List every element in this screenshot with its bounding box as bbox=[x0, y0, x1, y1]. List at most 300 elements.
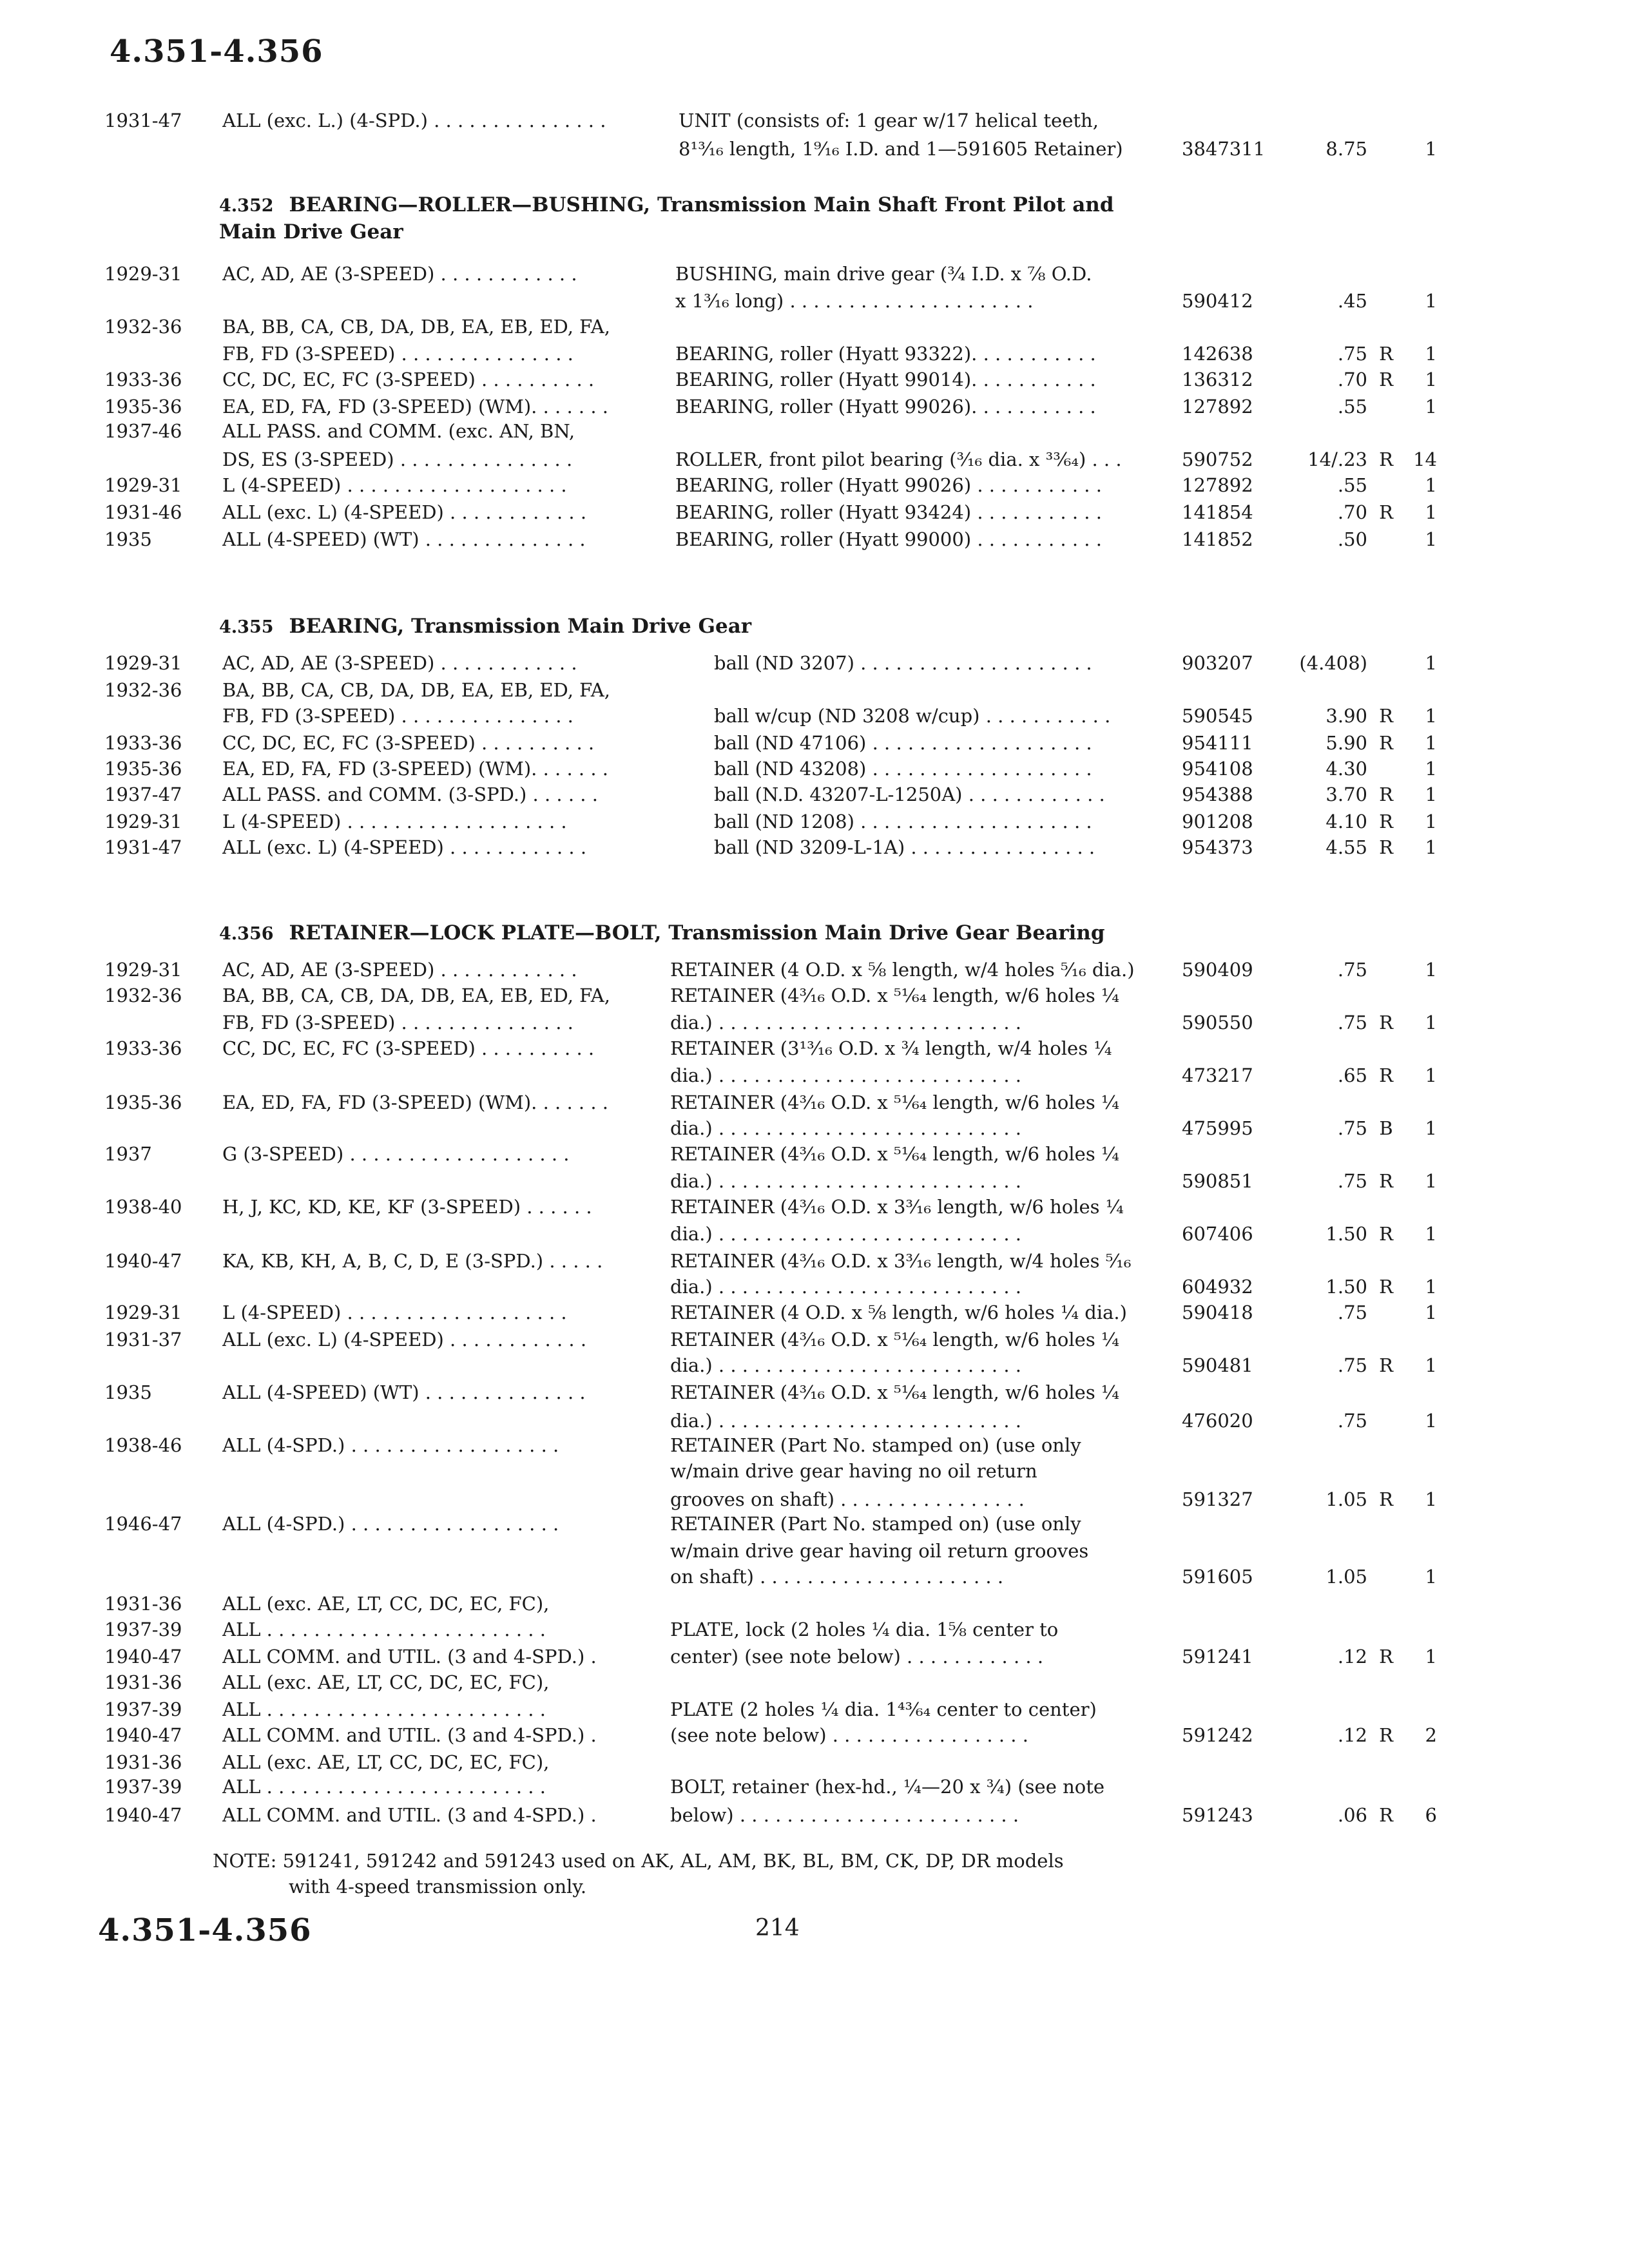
row-price: 1.05 bbox=[1325, 1488, 1367, 1510]
row-description: x 1³⁄₁₆ long) . . . . . . . . . . . . . . . . . . . . . bbox=[675, 290, 1034, 312]
row-models: ALL . . . . . . . . . . . . . . . . . . . . . . . . bbox=[222, 1619, 546, 1640]
row-years: 1931-47 bbox=[104, 110, 182, 131]
section-number: 4.355 bbox=[219, 617, 274, 637]
row-price: 14/.23 bbox=[1307, 448, 1367, 470]
row-price: .50 bbox=[1337, 528, 1367, 550]
row-description: ball (ND 1208) . . . . . . . . . . . . . . . . . . . . bbox=[714, 811, 1092, 832]
row-years: 1931-36 bbox=[104, 1593, 182, 1615]
row-years: 1931-36 bbox=[104, 1671, 182, 1693]
row-part-number: 590409 bbox=[1182, 959, 1253, 981]
row-years: 1937-39 bbox=[104, 1619, 182, 1640]
row-part-number: 590550 bbox=[1182, 1012, 1253, 1033]
parts-row bbox=[0, 1698, 1547, 1724]
row-quantity: 1 bbox=[1425, 1646, 1437, 1667]
row-models: AC, AD, AE (3-SPEED) . . . . . . . . . . . . bbox=[222, 263, 577, 285]
row-code: R bbox=[1379, 369, 1393, 390]
row-quantity: 1 bbox=[1425, 1276, 1437, 1298]
row-quantity: 1 bbox=[1425, 1170, 1437, 1192]
parts-row bbox=[0, 448, 1547, 474]
parts-row bbox=[0, 1117, 1547, 1143]
parts-row bbox=[0, 959, 1547, 985]
row-models: ALL (4-SPEED) (WT) . . . . . . . . . . . . . . bbox=[222, 1381, 586, 1403]
row-price: 1.50 bbox=[1325, 1223, 1367, 1245]
row-price: .75 bbox=[1337, 1170, 1367, 1192]
row-description: 8¹³⁄₁₆ length, 1⁹⁄₁₆ I.D. and 1—591605 Retainer) bbox=[679, 138, 1123, 160]
row-part-number: 590412 bbox=[1182, 290, 1253, 312]
row-models: G (3-SPEED) . . . . . . . . . . . . . . . . . . . bbox=[222, 1143, 570, 1165]
row-years: 1935-36 bbox=[104, 1091, 182, 1113]
row-years: 1935 bbox=[104, 1381, 152, 1403]
footnote-line-1: NOTE: 591241, 591242 and 591243 used on AK, AL, AM, BK, BL, BM, CK, DP, DR models bbox=[213, 1850, 1064, 1872]
row-price: .12 bbox=[1337, 1724, 1367, 1746]
row-code: R bbox=[1379, 811, 1393, 832]
row-description: RETAINER (Part No. stamped on) (use only bbox=[670, 1434, 1081, 1456]
parts-row bbox=[0, 1724, 1547, 1750]
row-description: UNIT (consists of: 1 gear w/17 helical teeth, bbox=[679, 110, 1099, 131]
row-part-number: 591241 bbox=[1182, 1646, 1253, 1667]
parts-row bbox=[0, 1091, 1547, 1117]
row-part-number: 954108 bbox=[1182, 758, 1253, 780]
row-price: .65 bbox=[1337, 1064, 1367, 1086]
row-description: RETAINER (4 O.D. x ⅝ length, w/6 holes ¼ dia.) bbox=[670, 1302, 1127, 1323]
row-quantity: 1 bbox=[1425, 1566, 1437, 1588]
row-description: ball (N.D. 43207-L-1250A) . . . . . . . . . . . . bbox=[714, 783, 1105, 805]
row-description: dia.) . . . . . . . . . . . . . . . . . . . . . . . . . . bbox=[670, 1170, 1022, 1192]
row-years: 1929-31 bbox=[104, 652, 182, 674]
row-quantity: 1 bbox=[1425, 811, 1437, 832]
row-description: RETAINER (4³⁄₁₆ O.D. x ⁵¹⁄₆₄ length, w/6 holes ¼ bbox=[670, 1143, 1120, 1165]
parts-row bbox=[0, 290, 1547, 316]
row-description: RETAINER (4 O.D. x ⅝ length, w/4 holes ⁵⁄₁₆ dia.) bbox=[670, 959, 1135, 981]
row-quantity: 1 bbox=[1425, 396, 1437, 418]
row-code: R bbox=[1379, 783, 1393, 805]
row-years: 1931-36 bbox=[104, 1751, 182, 1773]
parts-row bbox=[0, 1302, 1547, 1327]
row-price: 4.30 bbox=[1325, 758, 1367, 780]
row-quantity: 1 bbox=[1425, 474, 1437, 496]
parts-row bbox=[0, 985, 1547, 1010]
footnote-line-2: with 4-speed transmission only. bbox=[289, 1876, 587, 1898]
row-description: BOLT, retainer (hex-hd., ¼—20 x ¾) (see note bbox=[670, 1776, 1105, 1798]
row-description: RETAINER (4³⁄₁₆ O.D. x ⁵¹⁄₆₄ length, w/6 holes ¼ bbox=[670, 985, 1120, 1006]
row-years: 1933-36 bbox=[104, 1037, 182, 1059]
row-models: ALL . . . . . . . . . . . . . . . . . . . . . . . . bbox=[222, 1776, 546, 1798]
row-years: 1935-36 bbox=[104, 396, 182, 418]
row-quantity: 1 bbox=[1425, 1488, 1437, 1510]
row-description: dia.) . . . . . . . . . . . . . . . . . . . . . . . . . . bbox=[670, 1223, 1022, 1245]
row-price: .75 bbox=[1337, 1354, 1367, 1376]
parts-row bbox=[0, 1170, 1547, 1196]
row-part-number: 136312 bbox=[1182, 369, 1253, 390]
row-code: R bbox=[1379, 732, 1393, 754]
row-models: FB, FD (3-SPEED) . . . . . . . . . . . . . . . bbox=[222, 1012, 574, 1033]
row-description: RETAINER (3¹³⁄₁₆ O.D. x ¾ length, w/4 holes ¼ bbox=[670, 1037, 1112, 1059]
row-price: 4.10 bbox=[1325, 811, 1367, 832]
section-number: 4.352 bbox=[219, 196, 274, 216]
row-models: ALL COMM. and UTIL. (3 and 4-SPD.) . bbox=[222, 1804, 597, 1826]
row-models: BA, BB, CA, CB, DA, DB, EA, EB, ED, FA, bbox=[222, 316, 610, 338]
parts-row bbox=[0, 1143, 1547, 1169]
row-price: (4.408) bbox=[1299, 652, 1367, 674]
row-code: R bbox=[1379, 1064, 1393, 1086]
row-years: 1929-31 bbox=[104, 811, 182, 832]
row-part-number: 476020 bbox=[1182, 1410, 1253, 1432]
parts-row bbox=[0, 396, 1547, 421]
row-years: 1940-47 bbox=[104, 1250, 182, 1272]
row-description: ball (ND 3209-L-1A) . . . . . . . . . . . . . . . . bbox=[714, 836, 1095, 858]
row-models: L (4-SPEED) . . . . . . . . . . . . . . . . . . . bbox=[222, 474, 567, 496]
parts-row bbox=[0, 679, 1547, 705]
row-price: 1.05 bbox=[1325, 1566, 1367, 1588]
row-description: center) (see note below) . . . . . . . . . . . . bbox=[670, 1646, 1044, 1667]
row-models: ALL (4-SPD.) . . . . . . . . . . . . . . . . . . bbox=[222, 1513, 559, 1535]
row-price: 3.90 bbox=[1325, 705, 1367, 727]
row-part-number: 954373 bbox=[1182, 836, 1253, 858]
parts-row bbox=[0, 1646, 1547, 1671]
row-quantity: 1 bbox=[1425, 959, 1437, 981]
row-years: 1931-37 bbox=[104, 1329, 182, 1350]
row-models: CC, DC, EC, FC (3-SPEED) . . . . . . . . . . bbox=[222, 1037, 595, 1059]
section-title: BEARING, Transmission Main Drive Gear bbox=[289, 615, 752, 638]
row-part-number: 591242 bbox=[1182, 1724, 1253, 1746]
row-description: BEARING, roller (Hyatt 99000) . . . . . . . . . . . bbox=[675, 528, 1102, 550]
row-models: ALL PASS. and COMM. (3-SPD.) . . . . . . bbox=[222, 783, 598, 805]
parts-row bbox=[0, 836, 1547, 862]
row-price: .70 bbox=[1337, 369, 1367, 390]
row-code: R bbox=[1379, 1276, 1393, 1298]
parts-row bbox=[0, 1776, 1547, 1802]
row-price: .55 bbox=[1337, 396, 1367, 418]
parts-row bbox=[0, 369, 1547, 394]
parts-row bbox=[0, 1064, 1547, 1090]
row-models: EA, ED, FA, FD (3-SPEED) (WM). . . . . . . bbox=[222, 1091, 608, 1113]
row-years: 1938-40 bbox=[104, 1196, 182, 1218]
row-models: DS, ES (3-SPEED) . . . . . . . . . . . . . . . bbox=[222, 448, 573, 470]
row-code: R bbox=[1379, 1724, 1393, 1746]
row-description: dia.) . . . . . . . . . . . . . . . . . . . . . . . . . . bbox=[670, 1410, 1022, 1432]
row-description: BEARING, roller (Hyatt 99014). . . . . . . . . . . bbox=[675, 369, 1096, 390]
row-years: 1933-36 bbox=[104, 732, 182, 754]
parts-row bbox=[0, 732, 1547, 758]
row-price: .75 bbox=[1337, 1410, 1367, 1432]
parts-row bbox=[0, 652, 1547, 678]
row-models: ALL (exc. AE, LT, CC, DC, EC, FC), bbox=[222, 1593, 550, 1615]
row-models: KA, KB, KH, A, B, C, D, E (3-SPD.) . . . . . bbox=[222, 1250, 603, 1272]
row-code: R bbox=[1379, 448, 1393, 470]
row-part-number: 591243 bbox=[1182, 1804, 1253, 1826]
row-part-number: 590481 bbox=[1182, 1354, 1253, 1376]
row-quantity: 1 bbox=[1425, 1117, 1437, 1139]
row-price: 8.75 bbox=[1325, 138, 1367, 160]
row-part-number: 591605 bbox=[1182, 1566, 1253, 1588]
page-footer-range: 4.351-4.356 bbox=[98, 1912, 312, 1948]
row-description: dia.) . . . . . . . . . . . . . . . . . . . . . . . . . . bbox=[670, 1012, 1022, 1033]
row-description: w/main drive gear having no oil return bbox=[670, 1460, 1037, 1482]
row-years: 1937-39 bbox=[104, 1776, 182, 1798]
row-code: R bbox=[1379, 1223, 1393, 1245]
row-models: L (4-SPEED) . . . . . . . . . . . . . . . . . . . bbox=[222, 811, 567, 832]
parts-row bbox=[0, 1329, 1547, 1354]
row-description: ball (ND 47106) . . . . . . . . . . . . . . . . . . . bbox=[714, 732, 1092, 754]
row-price: .75 bbox=[1337, 959, 1367, 981]
row-part-number: 591327 bbox=[1182, 1488, 1253, 1510]
parts-row bbox=[0, 1037, 1547, 1063]
parts-row bbox=[0, 1751, 1547, 1777]
row-description: (see note below) . . . . . . . . . . . . . . . . . bbox=[670, 1724, 1028, 1746]
row-models: L (4-SPEED) . . . . . . . . . . . . . . . . . . . bbox=[222, 1302, 567, 1323]
row-part-number: 475995 bbox=[1182, 1117, 1253, 1139]
row-years: 1932-36 bbox=[104, 679, 182, 701]
row-quantity: 1 bbox=[1425, 501, 1437, 523]
page-number: 214 bbox=[755, 1915, 800, 1941]
parts-row bbox=[0, 1566, 1547, 1591]
row-price: .12 bbox=[1337, 1646, 1367, 1667]
row-price: 1.50 bbox=[1325, 1276, 1367, 1298]
parts-row bbox=[0, 263, 1547, 289]
row-description: below) . . . . . . . . . . . . . . . . . . . . . . . . bbox=[670, 1804, 1019, 1826]
parts-row bbox=[0, 1671, 1547, 1697]
row-quantity: 1 bbox=[1425, 343, 1437, 365]
section-heading bbox=[219, 920, 1160, 947]
row-code: R bbox=[1379, 1488, 1393, 1510]
row-part-number: 141852 bbox=[1182, 528, 1253, 550]
row-years: 1932-36 bbox=[104, 316, 182, 338]
row-part-number: 3847311 bbox=[1182, 138, 1266, 160]
row-models: FB, FD (3-SPEED) . . . . . . . . . . . . . . . bbox=[222, 343, 574, 365]
parts-row bbox=[0, 1804, 1547, 1830]
row-quantity: 1 bbox=[1425, 138, 1437, 160]
row-price: .75 bbox=[1337, 1117, 1367, 1139]
parts-row bbox=[0, 1619, 1547, 1644]
row-description: dia.) . . . . . . . . . . . . . . . . . . . . . . . . . . bbox=[670, 1117, 1022, 1139]
row-description: BEARING, roller (Hyatt 99026) . . . . . . . . . . . bbox=[675, 474, 1102, 496]
row-price: 5.90 bbox=[1325, 732, 1367, 754]
section-title: RETAINER—LOCK PLATE—BOLT, Transmission Main Drive Gear Bearing bbox=[289, 921, 1105, 945]
row-years: 1937-39 bbox=[104, 1698, 182, 1720]
parts-row bbox=[0, 316, 1547, 341]
row-description: w/main drive gear having oil return grooves bbox=[670, 1540, 1089, 1562]
section-number: 4.356 bbox=[219, 924, 274, 944]
row-models: ALL (4-SPEED) (WT) . . . . . . . . . . . . . . bbox=[222, 528, 586, 550]
page-header: 4.351-4.356 bbox=[110, 34, 323, 70]
parts-row bbox=[0, 1276, 1547, 1302]
parts-row bbox=[0, 1460, 1547, 1486]
row-code: B bbox=[1379, 1117, 1393, 1139]
row-years: 1929-31 bbox=[104, 1302, 182, 1323]
row-quantity: 1 bbox=[1425, 836, 1437, 858]
row-code: R bbox=[1379, 1646, 1393, 1667]
row-part-number: 607406 bbox=[1182, 1223, 1253, 1245]
row-description: dia.) . . . . . . . . . . . . . . . . . . . . . . . . . . bbox=[670, 1064, 1022, 1086]
parts-row bbox=[0, 1513, 1547, 1539]
row-models: H, J, KC, KD, KE, KF (3-SPEED) . . . . . . bbox=[222, 1196, 592, 1218]
row-price: .75 bbox=[1337, 1012, 1367, 1033]
row-quantity: 1 bbox=[1425, 369, 1437, 390]
row-models: ALL (exc. L) (4-SPEED) . . . . . . . . . . . . bbox=[222, 501, 587, 523]
row-years: 1937-46 bbox=[104, 420, 182, 442]
parts-row bbox=[0, 1223, 1547, 1249]
row-code: R bbox=[1379, 1170, 1393, 1192]
row-models: BA, BB, CA, CB, DA, DB, EA, EB, ED, FA, bbox=[222, 679, 610, 701]
row-part-number: 954111 bbox=[1182, 732, 1253, 754]
parts-row bbox=[0, 1354, 1547, 1380]
parts-row bbox=[0, 528, 1547, 554]
row-years: 1931-47 bbox=[104, 836, 182, 858]
parts-row bbox=[0, 420, 1547, 446]
row-code: R bbox=[1379, 501, 1393, 523]
row-years: 1940-47 bbox=[104, 1804, 182, 1826]
row-models: ALL . . . . . . . . . . . . . . . . . . . . . . . . bbox=[222, 1698, 546, 1720]
row-price: .55 bbox=[1337, 474, 1367, 496]
parts-row bbox=[0, 1488, 1547, 1514]
parts-row bbox=[0, 110, 1547, 135]
row-years: 1935-36 bbox=[104, 758, 182, 780]
row-models: AC, AD, AE (3-SPEED) . . . . . . . . . . . . bbox=[222, 652, 577, 674]
row-quantity: 6 bbox=[1425, 1804, 1437, 1826]
row-models: AC, AD, AE (3-SPEED) . . . . . . . . . . . . bbox=[222, 959, 577, 981]
row-models: FB, FD (3-SPEED) . . . . . . . . . . . . . . . bbox=[222, 705, 574, 727]
row-code: R bbox=[1379, 1012, 1393, 1033]
row-part-number: 590545 bbox=[1182, 705, 1253, 727]
row-models: ALL (exc. L.) (4-SPD.) . . . . . . . . . . . . . . . bbox=[222, 110, 606, 131]
parts-row bbox=[0, 1540, 1547, 1566]
row-part-number: 127892 bbox=[1182, 396, 1253, 418]
row-description: ball (ND 43208) . . . . . . . . . . . . . . . . . . . bbox=[714, 758, 1092, 780]
parts-row bbox=[0, 811, 1547, 836]
row-price: .70 bbox=[1337, 501, 1367, 523]
row-years: 1933-36 bbox=[104, 369, 182, 390]
row-quantity: 1 bbox=[1425, 732, 1437, 754]
row-price: 4.55 bbox=[1325, 836, 1367, 858]
row-models: ALL (exc. AE, LT, CC, DC, EC, FC), bbox=[222, 1671, 550, 1693]
row-quantity: 1 bbox=[1425, 1223, 1437, 1245]
row-years: 1929-31 bbox=[104, 263, 182, 285]
row-years: 1929-31 bbox=[104, 959, 182, 981]
row-quantity: 2 bbox=[1425, 1724, 1437, 1746]
parts-row bbox=[0, 1593, 1547, 1619]
row-years: 1946-47 bbox=[104, 1513, 182, 1535]
row-quantity: 1 bbox=[1425, 290, 1437, 312]
row-years: 1938-46 bbox=[104, 1434, 182, 1456]
row-code: R bbox=[1379, 1804, 1393, 1826]
section-heading bbox=[219, 192, 1160, 245]
row-part-number: 954388 bbox=[1182, 783, 1253, 805]
parts-row bbox=[0, 705, 1547, 731]
row-description: ball w/cup (ND 3208 w/cup) . . . . . . . . . . . bbox=[714, 705, 1111, 727]
row-models: EA, ED, FA, FD (3-SPEED) (WM). . . . . . . bbox=[222, 396, 608, 418]
row-part-number: 141854 bbox=[1182, 501, 1253, 523]
row-description: RETAINER (4³⁄₁₆ O.D. x ⁵¹⁄₆₄ length, w/6 holes ¼ bbox=[670, 1091, 1120, 1113]
row-quantity: 1 bbox=[1425, 1012, 1437, 1033]
row-models: ALL (exc. L) (4-SPEED) . . . . . . . . . . . . bbox=[222, 836, 587, 858]
parts-row bbox=[0, 758, 1547, 783]
row-description: PLATE, lock (2 holes ¼ dia. 1⅝ center to bbox=[670, 1619, 1059, 1640]
row-price: .75 bbox=[1337, 343, 1367, 365]
row-code: R bbox=[1379, 836, 1393, 858]
parts-row bbox=[0, 138, 1547, 164]
row-price: .75 bbox=[1337, 1302, 1367, 1323]
parts-row bbox=[0, 343, 1547, 369]
row-code: R bbox=[1379, 705, 1393, 727]
row-quantity: 1 bbox=[1425, 528, 1437, 550]
row-price: 3.70 bbox=[1325, 783, 1367, 805]
row-models: ALL PASS. and COMM. (exc. AN, BN, bbox=[222, 420, 575, 442]
row-years: 1931-46 bbox=[104, 501, 182, 523]
row-price: .45 bbox=[1337, 290, 1367, 312]
row-quantity: 1 bbox=[1425, 1064, 1437, 1086]
row-quantity: 1 bbox=[1425, 1354, 1437, 1376]
row-description: grooves on shaft) . . . . . . . . . . . . . . . . bbox=[670, 1488, 1025, 1510]
row-code: R bbox=[1379, 1354, 1393, 1376]
row-description: ball (ND 3207) . . . . . . . . . . . . . . . . . . . . bbox=[714, 652, 1092, 674]
row-description: BEARING, roller (Hyatt 93424) . . . . . . . . . . . bbox=[675, 501, 1102, 523]
row-quantity: 1 bbox=[1425, 1410, 1437, 1432]
row-models: CC, DC, EC, FC (3-SPEED) . . . . . . . . . . bbox=[222, 732, 595, 754]
row-models: BA, BB, CA, CB, DA, DB, EA, EB, ED, FA, bbox=[222, 985, 610, 1006]
parts-row bbox=[0, 1381, 1547, 1407]
parts-row bbox=[0, 1012, 1547, 1037]
row-models: CC, DC, EC, FC (3-SPEED) . . . . . . . . . . bbox=[222, 369, 595, 390]
row-description: RETAINER (4³⁄₁₆ O.D. x 3³⁄₁₆ length, w/4 holes ⁵⁄₁₆ bbox=[670, 1250, 1132, 1272]
row-years: 1932-36 bbox=[104, 985, 182, 1006]
row-description: RETAINER (Part No. stamped on) (use only bbox=[670, 1513, 1081, 1535]
row-models: ALL COMM. and UTIL. (3 and 4-SPD.) . bbox=[222, 1724, 597, 1746]
parts-row bbox=[0, 1410, 1547, 1436]
row-description: dia.) . . . . . . . . . . . . . . . . . . . . . . . . . . bbox=[670, 1354, 1022, 1376]
row-description: RETAINER (4³⁄₁₆ O.D. x ⁵¹⁄₆₄ length, w/6 holes ¼ bbox=[670, 1329, 1120, 1350]
row-years: 1935 bbox=[104, 528, 152, 550]
row-part-number: 590851 bbox=[1182, 1170, 1253, 1192]
section-heading bbox=[219, 613, 1160, 640]
row-models: EA, ED, FA, FD (3-SPEED) (WM). . . . . . . bbox=[222, 758, 608, 780]
row-description: PLATE (2 holes ¼ dia. 1⁴³⁄₆₄ center to center) bbox=[670, 1698, 1097, 1720]
row-models: ALL (exc. AE, LT, CC, DC, EC, FC), bbox=[222, 1751, 550, 1773]
row-description: dia.) . . . . . . . . . . . . . . . . . . . . . . . . . . bbox=[670, 1276, 1022, 1298]
parts-row bbox=[0, 1434, 1547, 1460]
row-part-number: 590752 bbox=[1182, 448, 1253, 470]
row-years: 1940-47 bbox=[104, 1646, 182, 1667]
row-quantity: 1 bbox=[1425, 652, 1437, 674]
row-price: .06 bbox=[1337, 1804, 1367, 1826]
parts-row bbox=[0, 501, 1547, 527]
row-models: ALL (exc. L) (4-SPEED) . . . . . . . . . . . . bbox=[222, 1329, 587, 1350]
row-models: ALL COMM. and UTIL. (3 and 4-SPD.) . bbox=[222, 1646, 597, 1667]
row-years: 1937-47 bbox=[104, 783, 182, 805]
row-years: 1937 bbox=[104, 1143, 152, 1165]
row-part-number: 903207 bbox=[1182, 652, 1253, 674]
row-quantity: 14 bbox=[1413, 448, 1437, 470]
row-description: on shaft) . . . . . . . . . . . . . . . . . . . . . bbox=[670, 1566, 1004, 1588]
row-code: R bbox=[1379, 343, 1393, 365]
row-part-number: 604932 bbox=[1182, 1276, 1253, 1298]
row-quantity: 1 bbox=[1425, 705, 1437, 727]
row-part-number: 127892 bbox=[1182, 474, 1253, 496]
row-part-number: 142638 bbox=[1182, 343, 1253, 365]
row-quantity: 1 bbox=[1425, 783, 1437, 805]
row-description: ROLLER, front pilot bearing (³⁄₁₆ dia. x ³³⁄₆₄) . . . bbox=[675, 448, 1122, 470]
parts-row bbox=[0, 1250, 1547, 1276]
row-quantity: 1 bbox=[1425, 1302, 1437, 1323]
row-part-number: 901208 bbox=[1182, 811, 1253, 832]
parts-row bbox=[0, 474, 1547, 500]
row-part-number: 590418 bbox=[1182, 1302, 1253, 1323]
row-description: BUSHING, main drive gear (¾ I.D. x ⅞ O.D. bbox=[675, 263, 1092, 285]
row-description: RETAINER (4³⁄₁₆ O.D. x ⁵¹⁄₆₄ length, w/6 holes ¼ bbox=[670, 1381, 1120, 1403]
section-title: BEARING—ROLLER—BUSHING, Transmission Main Shaft Front Pilot and Main Drive Gear bbox=[219, 193, 1114, 244]
parts-row bbox=[0, 783, 1547, 809]
row-description: BEARING, roller (Hyatt 99026). . . . . . . . . . . bbox=[675, 396, 1096, 418]
row-years: 1940-47 bbox=[104, 1724, 182, 1746]
